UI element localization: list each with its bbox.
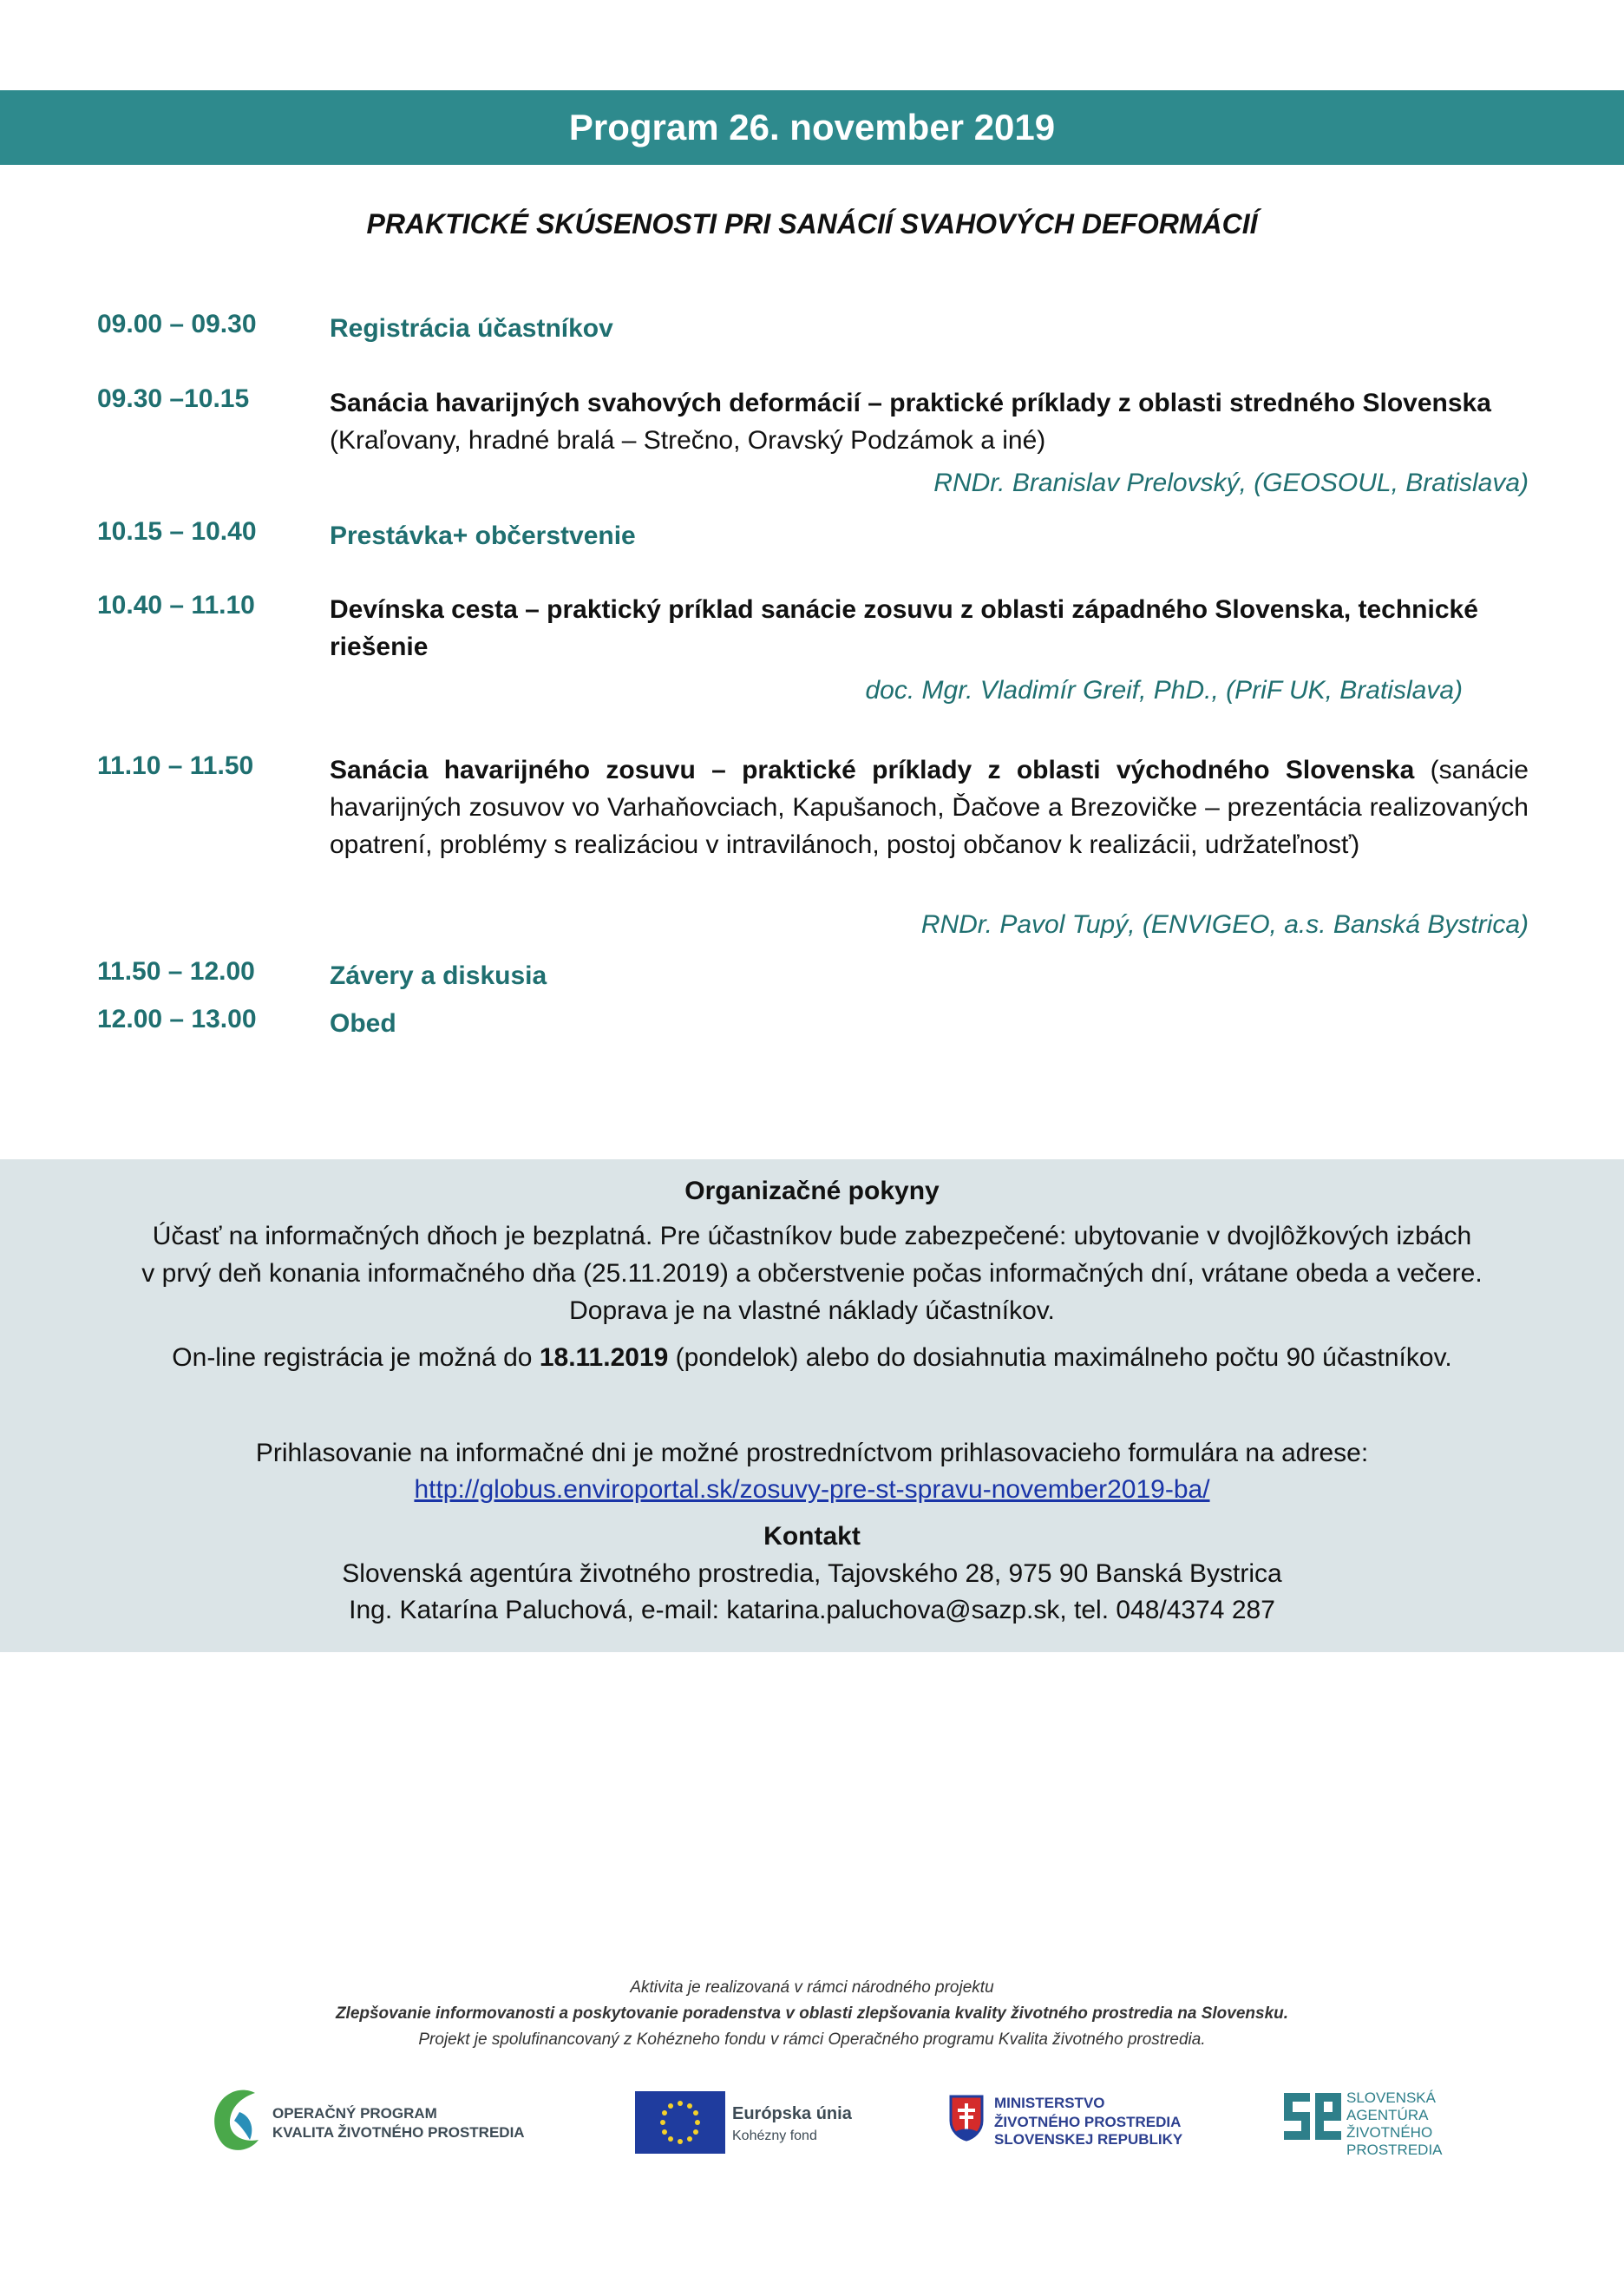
leaf-icon — [205, 2086, 265, 2155]
info-heading: Organizačné pokyny — [684, 1177, 940, 1205]
sazp-logo-line: ŽIVOTNÉHO — [1346, 2124, 1433, 2141]
schedule-activity: Registrácia účastníkov — [330, 314, 613, 343]
speaker: RNDr. Branislav Prelovský, (GEOSOUL, Bratislava) — [933, 469, 1529, 497]
schedule-time: 10.15 – 10.40 — [97, 517, 257, 546]
slovak-coat-of-arms-icon — [949, 2095, 984, 2142]
registration-text — [0, 1343, 1624, 1373]
schedule-activity: Závery a diskusia — [330, 961, 547, 990]
eu-logo-line: Kohézny fond — [732, 2129, 817, 2143]
contact-heading: Kontakt — [763, 1522, 861, 1551]
eu-logo — [635, 2083, 895, 2161]
signup-link-wrap — [0, 1475, 1624, 1505]
schedule-row — [97, 591, 1529, 721]
footer-text: Zlepšovanie informovanosti a poskytovanie poradenstva v oblasti zlepšovania kvality životného prostredia na Slovensku. — [335, 2004, 1289, 2023]
schedule-time: 11.10 – 11.50 — [97, 751, 254, 780]
ministry-logo-line: ŽIVOTNÉHO PROSTREDIA — [994, 2114, 1182, 2130]
eu-logo-line: Európska únia — [732, 2104, 852, 2123]
schedule-row — [97, 384, 1529, 515]
sazp-mark-icon — [1282, 2089, 1343, 2154]
program-header: Program 26. november 2019 — [0, 90, 1624, 165]
schedule-activity — [330, 384, 1529, 459]
schedule-time: 09.30 –10.15 — [97, 384, 250, 413]
registration-prefix: On-line registrácia je možná do — [172, 1343, 540, 1372]
speaker: RNDr. Pavol Tupý, (ENVIGEO, a.s. Banská Bystrica) — [920, 910, 1529, 939]
speaker: doc. Mgr. Vladimír Greif, PhD., (PriF UK, Bratislava) — [865, 676, 1463, 705]
info-text: Účasť na informačných dňoch je bezplatná. Pre účastníkov bude zabezpečené: ubytovanie v dvojlôžkových izbách — [152, 1222, 1472, 1250]
schedule-activity: Prestávka+ občerstvenie — [330, 522, 636, 550]
schedule-activity: Devínska cesta – praktický príklad sanácie zosuvu z oblasti západného Slovenska, technické riešenie — [330, 595, 1478, 661]
sazp-logo — [1282, 2083, 1456, 2161]
sazp-logo-line: SLOVENSKÁ — [1346, 2089, 1436, 2106]
footer-text: Projekt je spolufinancovaný z Kohézneho fondu v rámci Operačného programu Kvalita životného prostredia. — [418, 2030, 1206, 2049]
signup-link[interactable]: http://globus.enviroportal.sk/zosuvy-pre-st-spravu-november2019-ba/ — [414, 1475, 1210, 1504]
organization-info-box — [0, 1159, 1624, 1652]
contact-org: Slovenská agentúra životného prostredia, Tajovského 28, 975 90 Banská Bystrica — [342, 1559, 1282, 1588]
ministry-logo-line: MINISTERSTVO — [994, 2095, 1105, 2111]
schedule-row — [97, 751, 1529, 939]
registration-suffix: (pondelok) alebo do dosiahnutia maximálneho počtu 90 účastníkov. — [668, 1343, 1452, 1372]
ministry-logo — [949, 2083, 1209, 2161]
activity-title: Sanácia havarijných svahových deformácií – praktické príklady z oblasti stredného Slovenska — [330, 389, 1491, 417]
main-title: PRAKTICKÉ SKÚSENOSTI PRI SANÁCIÍ SVAHOVÝCH DEFORMÁCIÍ — [366, 208, 1258, 239]
signup-text: Prihlasovanie na informačné dni je možné prostredníctvom prihlasovacieho formulára na adrese: — [255, 1439, 1369, 1467]
activity-detail: (sanácie havarijných zosuvov vo Varhaňovciach, Kapušanoch, Ďačove a Brezovičke – prezentácia realizovaných opatrení, problémy s realizáciou v intravilánoch, postoj občanov k realizácii, udržateľnosť) — [330, 756, 1529, 859]
schedule-activity: Obed — [330, 1009, 396, 1038]
sazp-logo-line: AGENTÚRA — [1346, 2107, 1429, 2123]
sazp-logo-line: PROSTREDIA — [1346, 2142, 1443, 2158]
schedule-time: 12.00 – 13.00 — [97, 1005, 257, 1033]
info-text: v prvý deň konania informačného dňa (25.11.2019) a občerstvenie počas informačných dní, vrátane obeda a večere. — [141, 1259, 1483, 1288]
activity-title: Sanácia havarijného zosuvu – praktické príklady z oblasti východného Slovenska — [330, 756, 1415, 784]
contact-person: Ing. Katarína Paluchová, e-mail: katarina.paluchova@sazp.sk, tel. 048/4374 287 — [349, 1596, 1275, 1624]
schedule-time: 10.40 – 11.10 — [97, 591, 255, 620]
op-logo-line: OPERAČNÝ PROGRAM — [272, 2105, 437, 2122]
eu-flag-icon — [635, 2091, 725, 2154]
schedule-time: 11.50 – 12.00 — [97, 957, 255, 986]
schedule-time: 09.00 – 09.30 — [97, 310, 257, 338]
footer-text: Aktivita je realizovaná v rámci národného projektu — [630, 1978, 994, 1997]
schedule-activity — [330, 751, 1529, 863]
registration-date: 18.11.2019 — [539, 1343, 669, 1372]
activity-detail: (Kraľovany, hradné bralá – Strečno, Oravský Podzámok a iné) — [330, 426, 1046, 455]
op-kzp-logo — [205, 2083, 552, 2161]
ministry-logo-line: SLOVENSKEJ REPUBLIKY — [994, 2131, 1183, 2148]
info-text: Doprava je na vlastné náklady účastníkov. — [569, 1296, 1055, 1325]
op-logo-line: KVALITA ŽIVOTNÉHO PROSTREDIA — [272, 2124, 525, 2141]
